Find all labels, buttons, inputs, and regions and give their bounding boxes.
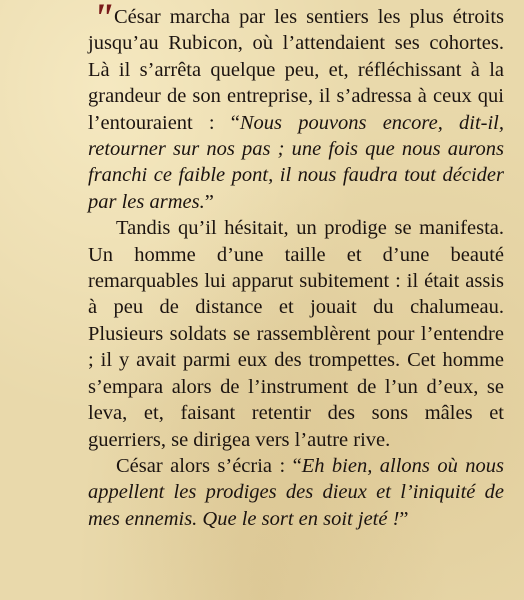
paragraph-1-quote: Nous pouvons encore, dit-il, retourner sur nos pas ; une fois que nous aurons franchi ce faible pont, il nous faudra tout décider par les armes. [88,111,504,213]
paragraph-1-close-quote: ” [204,190,214,213]
opening-quote-mark: " [92,0,115,40]
paragraph-1-open-quote: “ [230,111,240,134]
paragraph-3 [88,453,504,532]
paragraph-3-text: César alors s’écria : [116,454,293,477]
paragraph-1-text: César marcha par les sentiers les plus étroits jusqu’au Rubicon, où l’attendaient ses cohortes. Là il s’arrêta quelque peu, et, réfléchissant à la grandeur de son entreprise, il s’adressa à ceux qui l’entouraient : [88,6,504,134]
paragraph-1 [88,4,504,215]
paragraph-3-close-quote: ” [399,507,409,530]
paragraph-2: Tandis qu’il hésitait, un prodige se manifesta. Un homme d’une taille et d’une beauté remarquables lui apparut subitement : il était assis à peu de distance et jouait du chalumeau. Plusieurs soldats se rassemblèrent pour l’entendre ; il y avait parmi eux des trompettes. Cet homme s’empara alors de l’instrument de l’un d’eux, se leva, et, faisant retentir des sons mâles et guerriers, se dirigea vers l’autre rive. [88,217,504,451]
paragraph-3-open-quote: “ [292,454,302,477]
paragraph-3-quote: Eh bien, allons où nous appellent les prodiges des dieux et l’iniquité de mes ennemis. Que le sort en soit jeté ! [88,454,504,530]
